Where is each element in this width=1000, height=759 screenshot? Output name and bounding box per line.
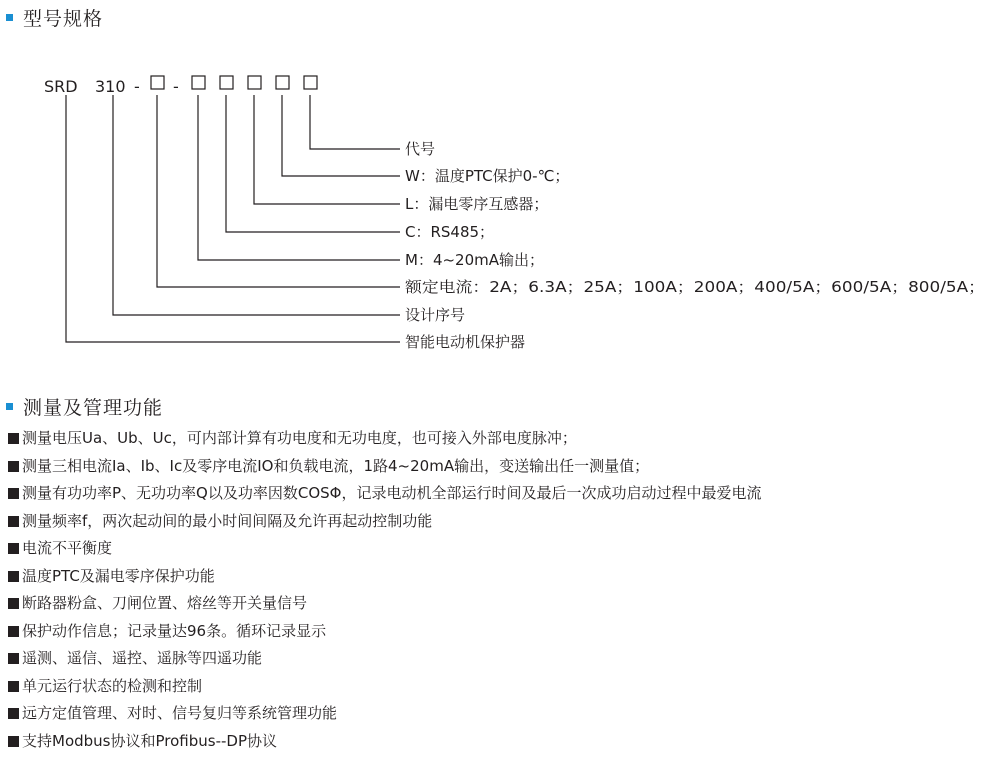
list-item xyxy=(8,453,902,481)
connector-line xyxy=(66,95,400,342)
meaning-leakage: L：漏电零序互感器； xyxy=(405,195,549,213)
code-box-code xyxy=(304,76,317,89)
square-bullet-icon xyxy=(8,626,19,637)
meaning-temp: W：温度PTC保护0-℃； xyxy=(405,167,570,185)
meaning-code: 代号 xyxy=(405,140,436,158)
feature-text: 远方定值管理、对时、信号复归等系统管理功能 xyxy=(22,704,338,722)
square-bullet-icon xyxy=(8,543,19,554)
list-item xyxy=(8,700,902,728)
feature-text: 电流不平衡度 xyxy=(22,539,113,557)
connector-line xyxy=(198,95,400,260)
connector-line xyxy=(310,95,400,149)
meaning-current: 额定电流：2A；6.3A；25A；100A；200A；400/5A；600/5A；800/5A； xyxy=(405,278,985,296)
feature-text: 遥测、遥信、遥控、遥脉等四遥功能 xyxy=(22,649,263,667)
code-box-leakage xyxy=(248,76,261,89)
list-item xyxy=(8,673,902,701)
code-prefix: SRD xyxy=(44,77,78,96)
list-item xyxy=(8,508,902,536)
list-item xyxy=(8,728,902,756)
feature-text: 保护动作信息；记录量达96条。循环记录显示 xyxy=(22,621,327,640)
list-item xyxy=(8,590,902,618)
feature-list xyxy=(8,425,902,755)
connector-line xyxy=(157,95,400,287)
heading-bullet-icon xyxy=(6,403,13,410)
square-bullet-icon xyxy=(8,516,19,527)
code-box-comm xyxy=(220,76,233,89)
code-dash: - xyxy=(173,77,179,96)
square-bullet-icon xyxy=(8,461,19,472)
feature-text: 测量电压Ua、Ub、Uc，可内部计算有功电度和无功电度，也可接入外部电度脉冲； xyxy=(22,429,577,447)
square-bullet-icon xyxy=(8,598,19,609)
code-box-temp xyxy=(276,76,289,89)
code-dash: - xyxy=(134,77,140,96)
meaning-design: 设计序号 xyxy=(405,306,466,324)
meaning-comm: C：RS485； xyxy=(405,223,495,241)
connector-line xyxy=(282,95,400,176)
list-item xyxy=(8,563,902,591)
connector-line xyxy=(113,95,400,315)
list-item xyxy=(8,645,902,673)
feature-text: 温度PTC及漏电零序保护功能 xyxy=(22,566,215,585)
list-item xyxy=(8,480,902,508)
square-bullet-icon xyxy=(8,653,19,664)
list-item xyxy=(8,618,902,646)
square-bullet-icon xyxy=(8,488,19,499)
section-title: 测量及管理功能 xyxy=(23,397,164,419)
square-bullet-icon xyxy=(8,681,19,692)
square-bullet-icon xyxy=(8,571,19,582)
code-box-output xyxy=(192,76,205,89)
code-box-current xyxy=(151,76,164,89)
meaning-output: M：4~20mA输出； xyxy=(405,251,545,269)
connector-line xyxy=(226,95,400,232)
code-series: 310 xyxy=(95,77,126,96)
meaning-product: 智能电动机保护器 xyxy=(405,333,526,351)
feature-text: 支持Modbus协议和Profibus--DP协议 xyxy=(22,731,277,750)
feature-text: 测量有功功率P、无功功率Q以及功率因数COSΦ，记录电动机全部运行时间及最后一次成功启动过程中最爱电流 xyxy=(22,484,762,502)
square-bullet-icon xyxy=(8,708,19,719)
feature-text: 测量三相电流Ia、Ib、Ic及零序电流IO和负载电流，1路4~20mA输出，变送输出任一测量值； xyxy=(22,456,650,475)
feature-text: 断路器粉盒、刀闸位置、熔丝等开关量信号 xyxy=(22,594,308,612)
feature-text: 单元运行状态的检测和控制 xyxy=(22,676,203,695)
section-title: 型号规格 xyxy=(23,8,104,30)
section-heading-functions xyxy=(6,393,163,420)
feature-text: 测量频率f，两次起动间的最小时间间隔及允许再起动控制功能 xyxy=(22,511,433,530)
list-item xyxy=(8,535,902,563)
model-code-diagram xyxy=(0,0,1000,360)
square-bullet-icon xyxy=(8,736,19,747)
list-item xyxy=(8,425,902,453)
square-bullet-icon xyxy=(8,433,19,444)
